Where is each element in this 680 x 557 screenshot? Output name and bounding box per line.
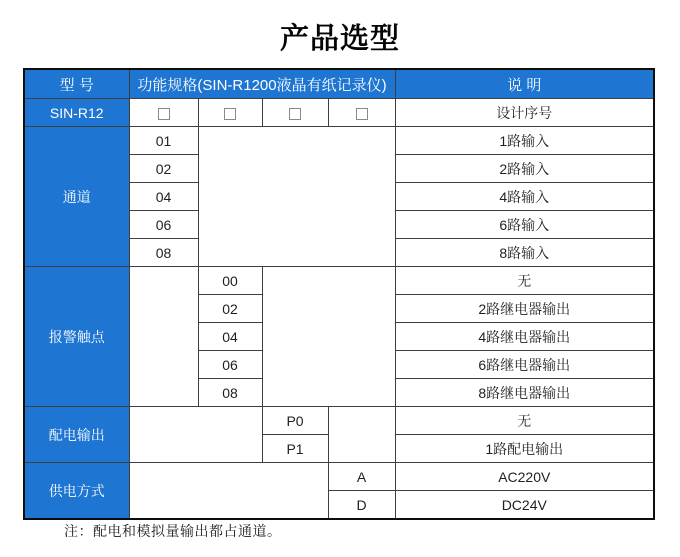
option-desc: 6路继电器输出 [395,351,654,379]
checkbox-cell [129,99,198,127]
option-code: 04 [198,323,262,351]
option-code: 01 [129,127,198,155]
table-row [24,463,654,491]
option-code: 08 [129,239,198,267]
section-label-supply: 供电方式 [24,463,129,520]
option-code: 02 [129,155,198,183]
option-code: 08 [198,379,262,407]
checkbox-cell [198,99,262,127]
section-label-power-dist: 配电输出 [24,407,129,463]
product-selection-table [23,68,655,520]
option-desc: 6路输入 [395,211,654,239]
model-row [24,99,654,127]
model-desc-cell: 设计序号 [395,99,654,127]
option-code: 04 [129,183,198,211]
empty-cell [129,407,262,463]
option-desc: 1路输入 [395,127,654,155]
option-desc: AC220V [395,463,654,491]
table-header-row [24,69,654,99]
option-code: 02 [198,295,262,323]
option-desc: 1路配电输出 [395,435,654,463]
option-code: 06 [198,351,262,379]
table-row [24,127,654,155]
header-model: 型 号 [24,69,129,99]
empty-cell [198,127,395,267]
empty-cell [129,463,328,520]
option-desc: 无 [395,267,654,295]
table-row [24,267,654,295]
header-desc: 说 明 [395,69,654,99]
option-desc: 8路输入 [395,239,654,267]
option-code: 06 [129,211,198,239]
empty-cell [129,267,198,407]
option-desc: 2路输入 [395,155,654,183]
model-name-cell: SIN-R12 [24,99,129,127]
option-desc: DC24V [395,491,654,520]
header-spec: 功能规格(SIN-R1200液晶有纸记录仪) [129,69,395,99]
page-title: 产品选型 [279,23,400,55]
section-label-alarm: 报警触点 [24,267,129,407]
option-desc: 4路继电器输出 [395,323,654,351]
footnote: 注：配电和模拟量输出都占通道。 [64,523,282,539]
option-code: P1 [262,435,328,463]
empty-cell [262,267,395,407]
option-desc: 8路继电器输出 [395,379,654,407]
option-desc: 2路继电器输出 [395,295,654,323]
option-desc: 无 [395,407,654,435]
checkbox-icon [356,108,368,120]
option-code: P0 [262,407,328,435]
checkbox-cell [262,99,328,127]
option-desc: 4路输入 [395,183,654,211]
checkbox-cell [328,99,395,127]
table-row [24,407,654,435]
empty-cell [328,407,395,463]
checkbox-icon [289,108,301,120]
checkbox-icon [224,108,236,120]
option-code: D [328,491,395,520]
option-code: 00 [198,267,262,295]
section-label-channels: 通道 [24,127,129,267]
checkbox-icon [158,108,170,120]
option-code: A [328,463,395,491]
